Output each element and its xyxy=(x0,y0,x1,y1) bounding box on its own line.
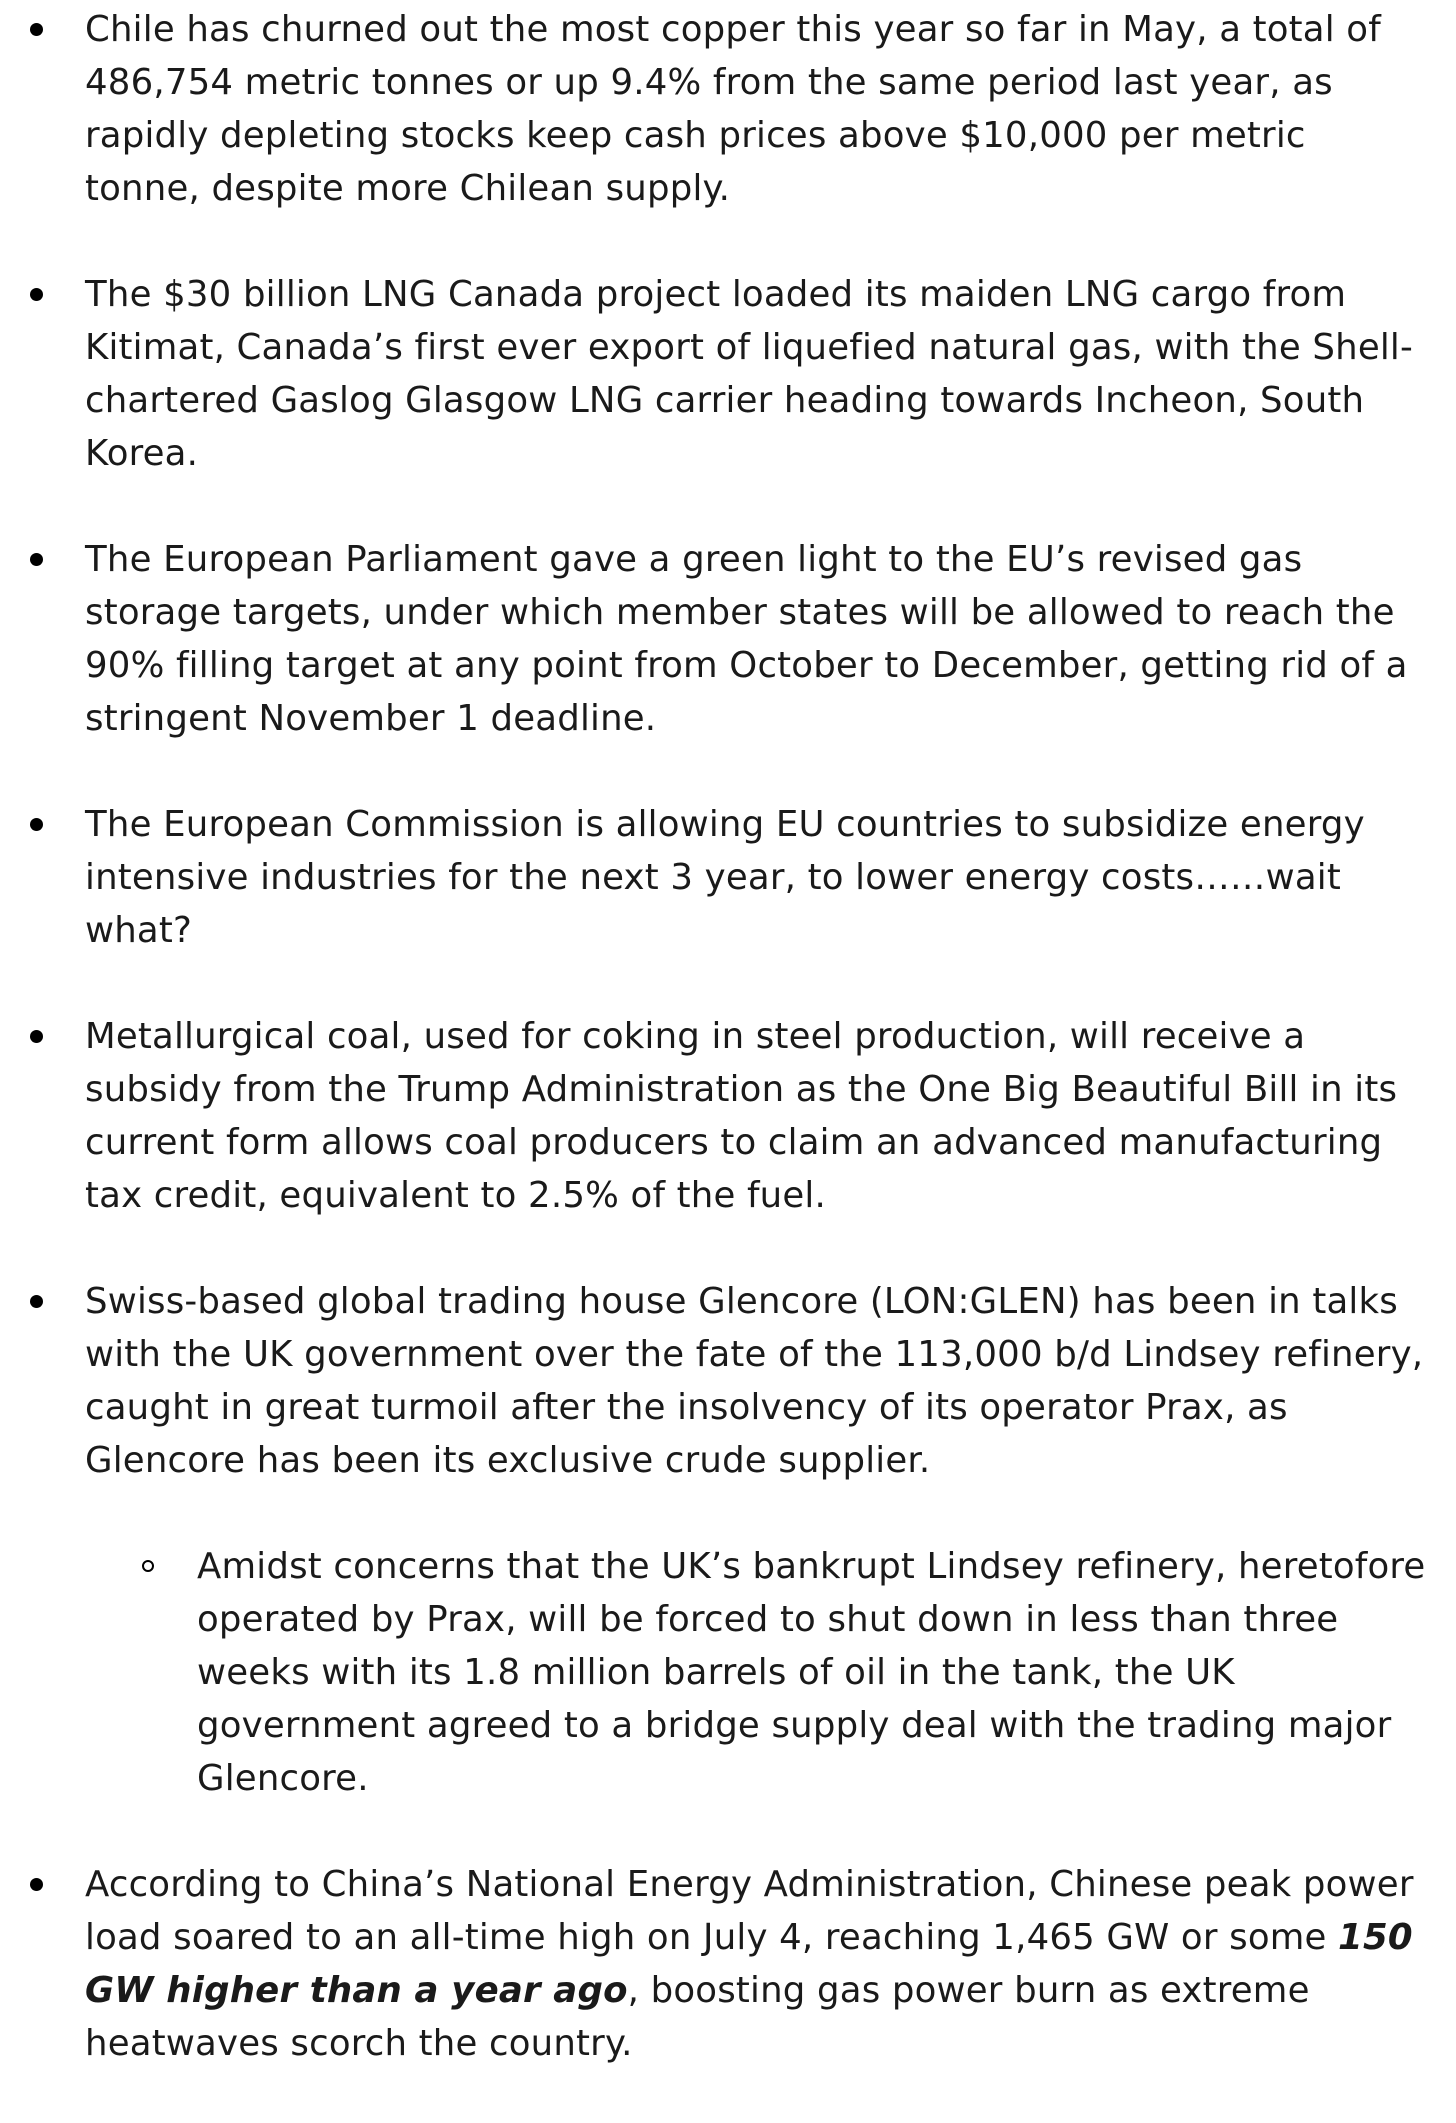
hollow-bullet-icon xyxy=(142,1560,154,1572)
bullet-icon xyxy=(30,1878,43,1891)
bullet-icon xyxy=(30,1030,43,1043)
bullet-icon xyxy=(30,23,43,36)
list-item xyxy=(0,1858,1456,2070)
list-item-text: The European Commission is allowing EU countries to subsidize energy intensive industries for the next 3 year, to lower energy costs……wait what? xyxy=(85,804,1365,951)
list-item-text: Chile has churned out the most copper this year so far in May, a total of 486,754 metric tonnes or up 9.4% from the same period last year, as rapidly depleting stocks keep cash prices above $10,000 per metric tonne, despite more Chilean supply. xyxy=(85,9,1381,209)
list-item-text: Metallurgical coal, used for coking in steel production, will receive a subsidy from the Trump Administration as the One Big Beautiful Bill in its current form allows coal producers to claim an advanced manufacturing tax credit, equivalent to 2.5% of the fuel. xyxy=(85,1016,1398,1216)
bullet-list xyxy=(0,3,1456,2123)
sub-list xyxy=(85,1540,1426,1805)
list-item xyxy=(0,533,1456,745)
text-segment: , boosting gas power burn as extreme heatwaves scorch the country. xyxy=(85,1970,1310,2064)
sub-list-item xyxy=(0,1540,1426,1805)
list-item-text: The $30 billion LNG Canada project loaded its maiden LNG cargo from Kitimat, Canada’s first ever export of liquefied natural gas, with the Shell-chartered Gaslog Glasgow LNG carrier heading towards Incheon, South Korea. xyxy=(85,274,1413,474)
list-item-text xyxy=(85,1858,1426,2070)
bullet-icon xyxy=(30,818,43,831)
list-item xyxy=(0,798,1456,957)
bullet-icon xyxy=(30,1295,43,1308)
bullet-icon xyxy=(30,553,43,566)
list-item xyxy=(0,1275,1456,1805)
emphasized-text: 150 GW higher than a year ago xyxy=(85,1917,1413,2011)
list-item-text: The European Parliament gave a green light to the EU’s revised gas storage targets, under which member states will be allowed to reach the 90% filling target at any point from October to December, getting rid of a stringent November 1 deadline. xyxy=(85,539,1408,739)
bullet-icon xyxy=(30,288,43,301)
text-segment: According to China’s National Energy Administration, Chinese peak power load soared to an all-time high on July 4, reaching 1,465 GW or some xyxy=(85,1864,1414,1958)
list-item xyxy=(0,1010,1456,1222)
list-item xyxy=(0,268,1456,480)
list-item-text: Swiss-based global trading house Glencore (LON:GLEN) has been in talks with the UK government over the fate of the 113,000 b/d Lindsey refinery, caught in great turmoil after the insolvency of its operator Prax, as Glencore has been its exclusive crude supplier. xyxy=(85,1281,1424,1481)
sub-list-item-text: Amidst concerns that the UK’s bankrupt Lindsey refinery, heretofore operated by Prax, will be forced to shut down in less than three weeks with its 1.8 million barrels of oil in the tank, the UK government agreed to a bridge supply deal with the trading major Glencore. xyxy=(197,1546,1426,1799)
list-item xyxy=(0,3,1456,215)
